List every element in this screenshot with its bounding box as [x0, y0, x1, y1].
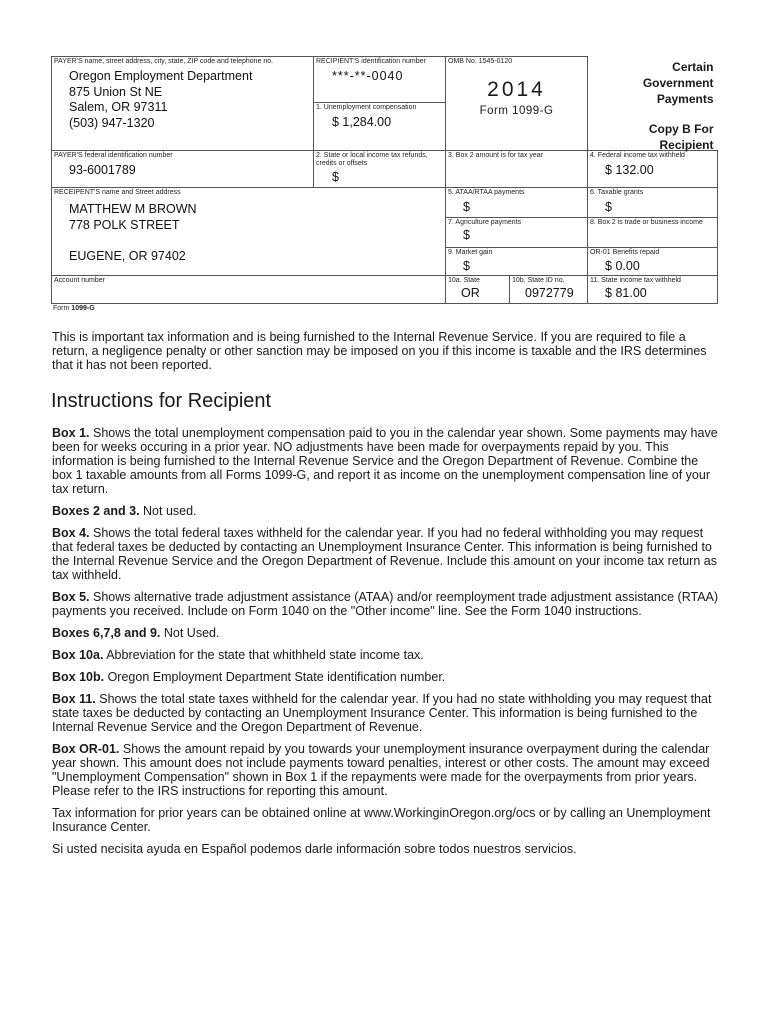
instruction-box4 — [52, 526, 720, 582]
instruction-head: Box 5. — [52, 590, 90, 604]
form-name: Form 1099-G — [479, 105, 554, 117]
box3-cell — [446, 151, 588, 188]
recipient-id-value: ***-**-0040 — [332, 69, 404, 83]
payer-fed-id-label: PAYER'S federal identification number — [54, 152, 173, 159]
instruction-head: Boxes 2 and 3. — [52, 504, 140, 518]
instruction-box10a — [52, 648, 720, 662]
recipient-label: RECEIPENT'S name and Street address — [54, 189, 181, 196]
instructions-body — [52, 426, 720, 864]
account-number-cell — [52, 276, 446, 304]
or01-cell — [588, 248, 718, 276]
recipient-name: MATTHEW M BROWN — [69, 202, 197, 216]
recipient-street: 778 POLK STREET — [69, 217, 180, 232]
instruction-text: Abbreviation for the state that whithheld state income tax. — [103, 648, 424, 662]
box9-value: $ — [463, 259, 470, 273]
or01-label: OR-01 Benefits repaid — [590, 249, 660, 256]
omb-label: OMB No. 1545-0120 — [448, 58, 513, 65]
instruction-text: Shows the total federal taxes withheld for the calendar year. If you had no federal withholding you may request that federal taxes be deducted by contacting an Unemployment Insurance Center. This information is being furnished to the Internal Revenue Service and the Oregon Department of Revenue. Include this amount on your income tax return as tax withheld. — [52, 526, 717, 582]
form-caption — [53, 305, 95, 312]
instruction-text: Shows the total state taxes withheld for the calendar year. If you had no state withholding you may request that state taxes be deducted by contacting an Unemployment Insurance Center. This information is being furnished to the Internal Revenue Service and the Oregon Department of Revenue. — [52, 692, 712, 734]
box2-cell — [314, 151, 446, 188]
copy-line1: Copy B For — [648, 121, 714, 136]
box2-label: 2. State or local income tax refunds, credits or offsets — [316, 152, 428, 167]
instructions-title: Instructions for Recipient — [51, 390, 272, 412]
box4-value: $ 132.00 — [605, 163, 654, 177]
instruction-head: Box 1. — [52, 426, 90, 440]
form-year: 2014 — [487, 78, 546, 101]
payer-info-cell — [52, 57, 314, 151]
omb-year-cell — [446, 57, 588, 151]
instruction-box5 — [52, 590, 720, 618]
instruction-box10b — [52, 670, 720, 684]
form-1099g-table — [51, 56, 718, 304]
recipient-id-label: RECIPIENT'S identification number — [316, 58, 426, 65]
box9-cell — [446, 248, 588, 276]
payer-city: Salem, OR 97311 — [69, 100, 168, 114]
box10a-value: OR — [461, 286, 480, 300]
box8-cell — [588, 218, 718, 248]
box10b-cell — [510, 276, 588, 304]
instruction-text: Shows the total unemployment compensation paid to you in the calendar year shown. Some payments may have been for weeks occuring in a prior year. NO adjustments have been made for overpayments repaid by you. This information is being furnished to the Internal Revenue Service and the Oregon Department of Revenue. Combine the box 1 taxable amounts from all Forms 1099-G, and report it as income on the unemployment compensation line of your tax return. — [52, 426, 718, 496]
recipient-info-cell — [52, 188, 446, 276]
box10b-value: 0972779 — [525, 286, 574, 300]
box4-cell — [588, 151, 718, 188]
box6-cell — [588, 188, 718, 218]
instruction-head: Box 4. — [52, 526, 90, 540]
caption-form: 1099-G — [71, 305, 95, 312]
box5-value: $ — [463, 200, 470, 214]
box11-value: $ 81.00 — [605, 286, 647, 300]
instruction-box1 — [52, 426, 720, 496]
instruction-box2-3 — [52, 504, 720, 518]
title-line2: Government — [642, 75, 714, 90]
payer-phone: (503) 947-1320 — [69, 115, 155, 130]
box9-label: 9. Market gain — [448, 249, 493, 256]
box10a-cell — [446, 276, 510, 304]
box7-cell — [446, 218, 588, 248]
title-line3: Payments — [656, 91, 714, 106]
box6-value: $ — [605, 200, 612, 214]
box3-label: 3. Box 2 amount is for tax year — [448, 152, 543, 159]
recipient-city: EUGENE, OR 97402 — [69, 249, 186, 263]
box5-label: 5. ATAA/RTAA payments — [448, 189, 525, 196]
payer-name: Oregon Employment Department — [69, 69, 253, 83]
instruction-head: Box 10b. — [52, 670, 105, 684]
box1-value: $ 1,284.00 — [332, 115, 392, 129]
box5-cell — [446, 188, 588, 218]
box11-cell — [588, 276, 718, 304]
payer-fed-id-cell — [52, 151, 314, 188]
instruction-box11 — [52, 692, 720, 734]
box2-value: $ — [332, 170, 339, 184]
instruction-head: Box 11. — [52, 692, 96, 706]
box7-label: 7. Agriculture payments — [448, 219, 522, 226]
box8-label: 8. Box 2 is trade or business income — [590, 219, 703, 226]
box4-label: 4. Federal income tax withheld — [590, 152, 685, 159]
or01-value: $ 0.00 — [605, 259, 640, 273]
instruction-footer-spanish: Si usted necisita ayuda en Español podemos darle información sobre todos nuestros servicios. — [52, 842, 577, 856]
account-label: Account number — [54, 277, 105, 284]
caption-prefix: Form — [53, 305, 70, 312]
copy-line2: Recipient — [659, 137, 714, 152]
payer-fed-id-value: 93-6001789 — [69, 163, 136, 177]
box10b-label: 10b. State ID no. — [512, 277, 565, 284]
instruction-head: Boxes 6,7,8 and 9. — [52, 626, 161, 640]
payer-label: PAYER'S name, street address, city, state, ZIP code and telephone no. — [54, 58, 274, 65]
instruction-text: Shows alternative trade adjustment assistance (ATAA) and/or reemployment trade adjustment assistance (RTAA) payments you received. Include on Form 1040 on the "Other income" line. See the Form 1040 instructions. — [52, 590, 719, 618]
instruction-text: Not used. — [139, 504, 197, 518]
instruction-head: Box 10a. — [52, 648, 104, 662]
form-title-cell — [588, 57, 718, 151]
instruction-text: Shows the amount repaid by you towards your unemployment insurance overpayment during the calendar year shown. This amount does not include payments toward penalties, interest or other costs. The amount may exceed "Unemployment Compensation" shown in Box 1 if the repayments were made for the overpayments from prior years. Please refer to the IRS instructions for reporting this amount. — [52, 742, 710, 798]
irs-notice: This is important tax information and is being furnished to the Internal Revenue Service. If you are required to file a return, a negligence penalty or other sanction may be imposed on you if this income is taxable and the IRS determines that it has not been reported. — [52, 330, 707, 372]
box1-label: 1. Unemployment compensation — [316, 104, 417, 111]
box10a-label: 10a. State — [448, 277, 480, 284]
instruction-footer-prior-years: Tax information for prior years can be obtained online at www.WorkinginOregon.org/ocs or by calling an Unemployment Insurance Center. — [52, 806, 711, 834]
title-line1: Certain — [672, 59, 714, 74]
instruction-text: Oregon Employment Department State identification number. — [104, 670, 446, 684]
instruction-head: Box OR-01. — [52, 742, 120, 756]
recipient-id-cell — [314, 57, 446, 103]
box11-label: 11. State income tax withheld — [590, 277, 681, 284]
box1-cell — [314, 103, 446, 151]
instruction-box-or01 — [52, 742, 720, 798]
instruction-text: Not Used. — [160, 626, 220, 640]
box7-value: $ — [463, 228, 470, 242]
instruction-box6-9 — [52, 626, 720, 640]
box6-label: 6. Taxable grants — [590, 189, 644, 196]
payer-street: 875 Union St NE — [69, 84, 163, 99]
